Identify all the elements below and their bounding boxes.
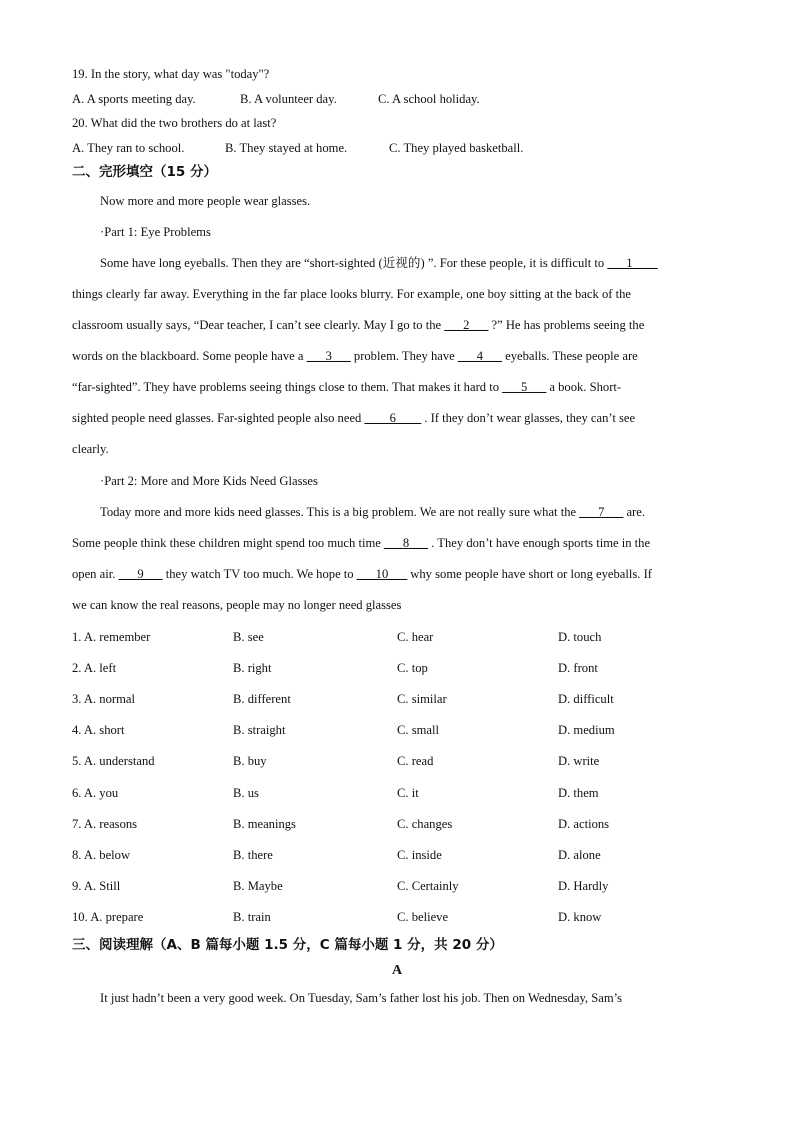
choice-a: 2. A. left	[72, 661, 117, 675]
choice-d: D. them	[558, 786, 599, 800]
choice-d: D. difficult	[558, 692, 614, 706]
part-2-title: ·Part 2: More and More Kids Need Glasses	[100, 474, 318, 488]
choice-c: C. inside	[397, 848, 442, 862]
choice-d: D. actions	[558, 817, 610, 831]
blank-3: ___3___	[306, 349, 351, 363]
q20-option-b: B. They stayed at home.	[225, 141, 348, 155]
q19-option-a: A. A sports meeting day.	[72, 92, 196, 106]
blank-7: ___7___	[579, 505, 624, 519]
choice-b: B. right	[233, 661, 272, 675]
blank-10: ___10___	[356, 567, 408, 581]
choice-b: B. meanings	[233, 817, 296, 831]
choice-b: B. buy	[233, 754, 267, 768]
passage-a-first-line: It just hadn’t been a very good week. On Tuesday, Sam’s father lost his job. Then on Wednesday, Sam’s	[100, 991, 623, 1005]
choice-b: B. see	[233, 630, 264, 644]
passage-line: open air. ___9___ they watch TV too much. We hope to ___10___ why some people have short or long eyeballs. If	[72, 567, 652, 581]
choice-d: D. Hardly	[558, 879, 609, 893]
choice-c: C. believe	[397, 910, 449, 924]
choice-a: 3. A. normal	[72, 692, 135, 706]
choice-d: D. front	[558, 661, 598, 675]
blank-6: ____6____	[364, 411, 422, 425]
passage-line: Some have long eyeballs. Then they are “short-sighted (近视的) ”. For these people, it is difficult to ___1____	[100, 256, 658, 270]
choice-c: C. hear	[397, 630, 434, 644]
q20-option-c: C. They played basketball.	[389, 141, 524, 155]
passage-line: words on the blackboard. Some people have a ___3___ problem. They have ___4___ eyeballs. These people are	[72, 349, 638, 363]
choice-b: B. Maybe	[233, 879, 283, 893]
choice-a: 4. A. short	[72, 723, 125, 737]
question-20: 20. What did the two brothers do at last?	[72, 116, 277, 130]
choice-c: C. top	[397, 661, 428, 675]
passage-line: clearly.	[72, 442, 109, 456]
blank-2: ___2___	[444, 318, 489, 332]
choice-a: 10. A. prepare	[72, 910, 144, 924]
passage-line: sighted people need glasses. Far-sighted people also need ____6____ . If they don’t wear glasses, they can’t see	[72, 411, 636, 425]
choice-c: C. small	[397, 723, 439, 737]
passage-line: we can know the real reasons, people may no longer need glasses	[72, 598, 402, 612]
passage-line: Some people think these children might spend too much time ___8___ . They don’t have enough sports time in the	[72, 536, 651, 550]
blank-1: ___1____	[607, 256, 658, 270]
choice-a: 5. A. understand	[72, 754, 155, 768]
choice-d: D. write	[558, 754, 600, 768]
choice-a: 6. A. you	[72, 786, 119, 800]
blank-9: ___9___	[118, 567, 163, 581]
q19-option-c: C. A school holiday.	[378, 92, 480, 106]
section-3-heading: 三、阅读理解（A、B 篇每小题 1.5 分，C 篇每小题 1 分，共 20 分）	[72, 937, 503, 953]
blank-4: ___4___	[457, 349, 502, 363]
choice-b: B. different	[233, 692, 291, 706]
choice-d: D. medium	[558, 723, 615, 737]
choice-c: C. it	[397, 786, 419, 800]
choice-a: 9. A. Still	[72, 879, 121, 893]
choice-a: 1. A. remember	[72, 630, 151, 644]
choice-c: C. changes	[397, 817, 453, 831]
section-2-heading: 二、完形填空（15 分）	[72, 164, 217, 180]
choice-c: C. Certainly	[397, 879, 459, 893]
passage-line: things clearly far away. Everything in the far place looks blurry. For example, one boy sitting at the back of the	[72, 287, 631, 301]
passage-line: “far-sighted”. They have problems seeing things close to them. That makes it hard to ___5___ a book. Short-	[72, 380, 622, 394]
question-19: 19. In the story, what day was "today"?	[72, 67, 270, 81]
choice-d: D. touch	[558, 630, 602, 644]
q19-option-b: B. A volunteer day.	[240, 92, 337, 106]
choice-b: B. train	[233, 910, 271, 924]
choice-c: C. read	[397, 754, 434, 768]
choice-c: C. similar	[397, 692, 447, 706]
blank-8: ___8___	[384, 536, 429, 550]
passage-line: Today more and more kids need glasses. This is a big problem. We are not really sure what the ___7___ are.	[100, 505, 645, 519]
choice-b: B. there	[233, 848, 273, 862]
choice-b: B. us	[233, 786, 259, 800]
choice-a: 8. A. below	[72, 848, 131, 862]
q20-option-a: A. They ran to school.	[72, 141, 185, 155]
choice-a: 7. A. reasons	[72, 817, 138, 831]
blank-5: ___5___	[502, 380, 547, 394]
passage-line: classroom usually says, “Dear teacher, I can’t see clearly. May I go to the ___2___ ?” He has problems seeing the	[72, 318, 645, 332]
choice-d: D. know	[558, 910, 602, 924]
choice-b: B. straight	[233, 723, 286, 737]
passage-intro: Now more and more people wear glasses.	[100, 194, 311, 208]
choice-d: D. alone	[558, 848, 601, 862]
part-1-title: ·Part 1: Eye Problems	[100, 225, 211, 239]
passage-label: A	[391, 963, 403, 978]
